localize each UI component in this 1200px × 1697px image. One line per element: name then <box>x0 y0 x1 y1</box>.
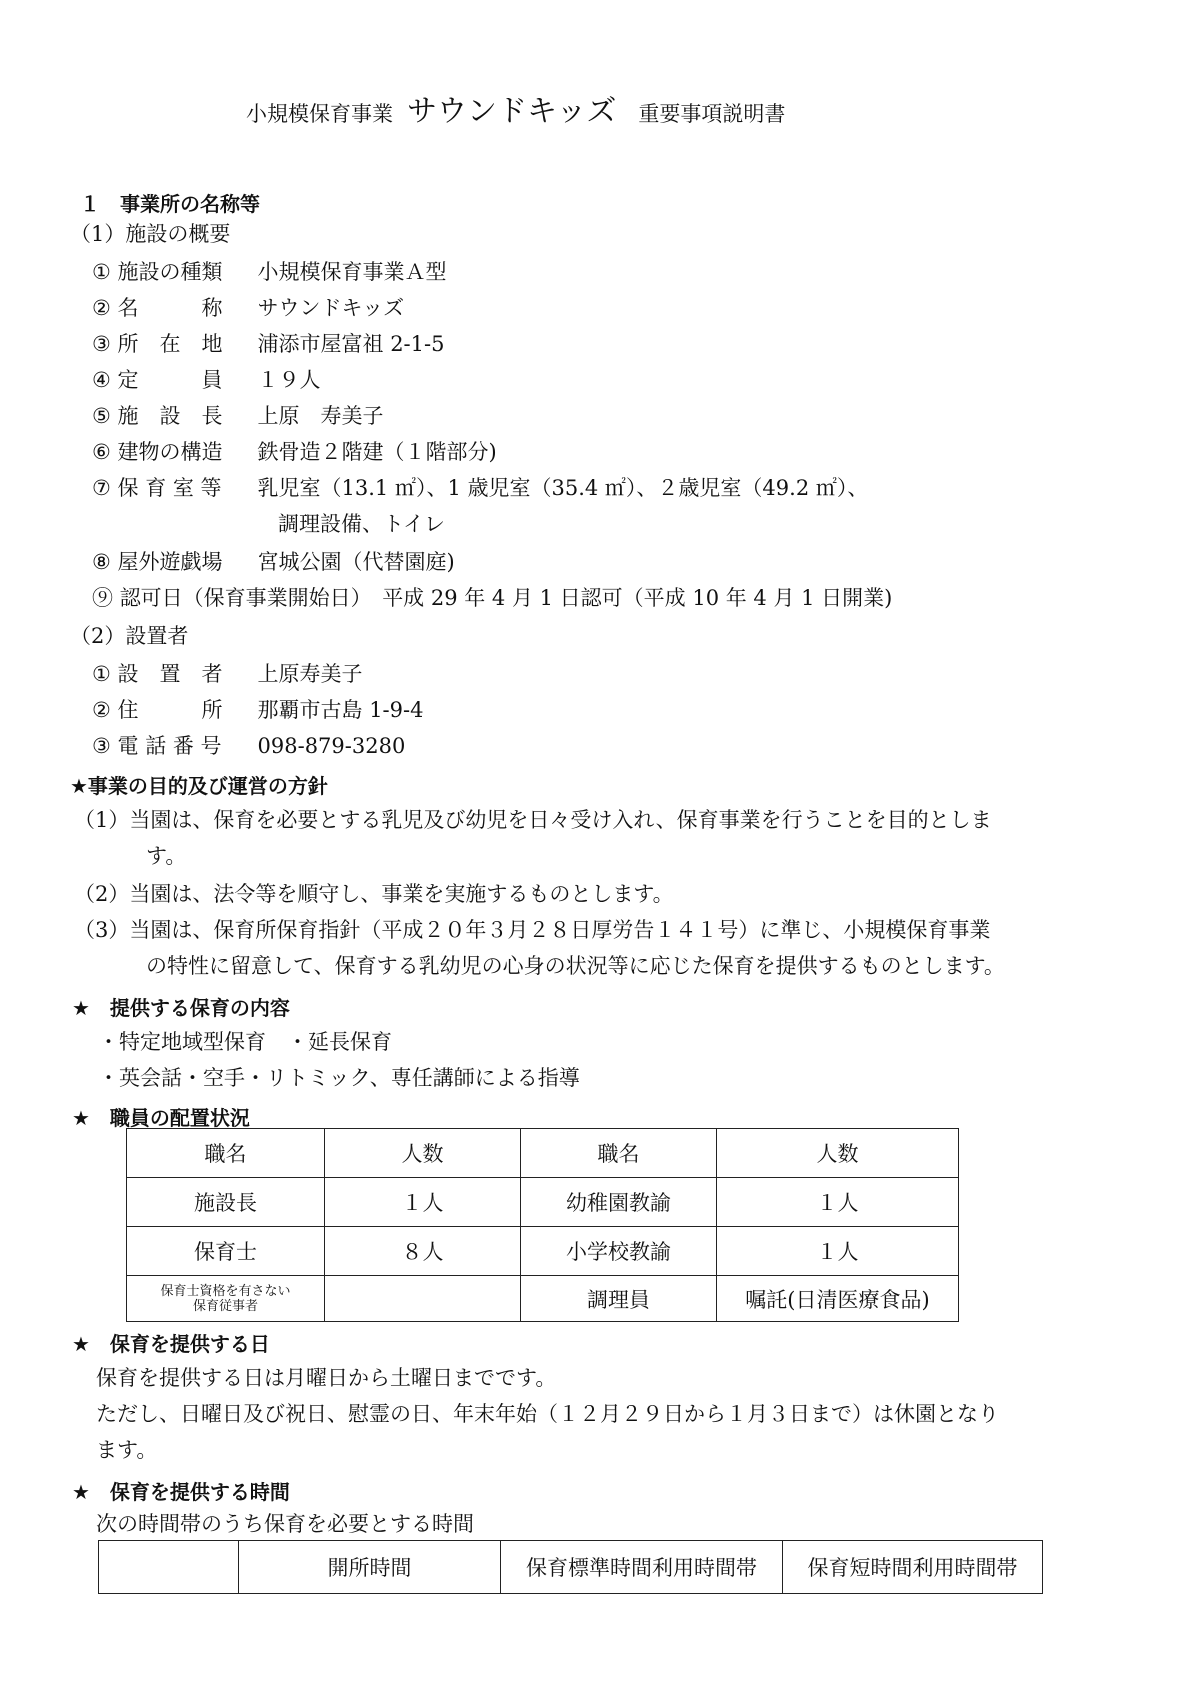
table-cell <box>325 1276 521 1322</box>
purpose-p1-cont: す。 <box>146 844 187 868</box>
facility-item: ③ 所 在 地 浦添市屋富祖 2-1-5 <box>92 332 445 356</box>
content-line: ・英会話・空手・リトミック、専任講師による指導 <box>98 1066 580 1090</box>
tiny-label: 保育従事者 <box>192 1298 258 1314</box>
table-cell: 調理員 <box>521 1276 717 1322</box>
table-header-cell <box>99 1541 239 1594</box>
facility-item: ④ 定 員 １９人 <box>92 368 321 392</box>
days-heading: ★ 保育を提供する日 <box>72 1332 270 1356</box>
table-header-cell: 保育標準時間利用時間帯 <box>501 1541 783 1594</box>
title-suffix: 重要事項説明書 <box>638 102 786 126</box>
founder-item: ③ 電 話 番 号 098-879-3280 <box>92 734 406 758</box>
facility-item: ⑧ 屋外遊戯場 宮城公園（代替園庭) <box>92 550 455 574</box>
page-title <box>246 86 785 130</box>
table-cell <box>127 1276 325 1322</box>
hours-intro: 次の時間帯のうち保育を必要とする時間 <box>96 1512 474 1536</box>
purpose-p2: （2）当園は、法令等を順守し、事業を実施するものとします。 <box>74 882 674 906</box>
facility-item: ⑨ 認可日（保育事業開始日） 平成 29 年 4 月 1 日認可（平成 10 年 4 月 1 日開業) <box>92 586 893 610</box>
purpose-p3: （3）当園は、保育所保育指針（平成２０年３月２８日厚労告１４１号）に準じ、小規模保育事業 <box>74 918 991 942</box>
table-header-cell: 人数 <box>717 1129 959 1178</box>
table-row <box>127 1178 959 1227</box>
title-prefix: 小規模保育事業 <box>246 102 393 126</box>
content-heading: ★ 提供する保育の内容 <box>72 996 290 1020</box>
hours-heading: ★ 保育を提供する時間 <box>72 1480 290 1504</box>
table-row <box>127 1129 959 1178</box>
section1-heading: １ 事業所の名称等 <box>80 192 260 216</box>
purpose-heading: ★事業の目的及び運営の方針 <box>70 774 328 798</box>
days-line: ただし、日曜日及び祝日、慰霊の日、年末年始（１２月２９日から１月３日まで）は休園となり <box>96 1402 999 1426</box>
table-header-cell: 開所時間 <box>239 1541 501 1594</box>
days-line: ます。 <box>96 1438 158 1462</box>
facility-item: ① 施設の種類 小規模保育事業Ａ型 <box>92 260 447 284</box>
facility-item: ② 名 称 サウンドキッズ <box>92 296 405 320</box>
purpose-p3-cont: の特性に留意して、保育する乳幼児の心身の状況等に応じた保育を提供するものとします。 <box>146 954 1005 978</box>
founder-item: ① 設 置 者 上原寿美子 <box>92 662 363 686</box>
purpose-p1: （1）当園は、保育を必要とする乳児及び幼児を日々受け入れ、保育事業を行うことを目的としま <box>74 808 992 832</box>
table-header-cell: 職名 <box>521 1129 717 1178</box>
table-cell: ８人 <box>325 1227 521 1276</box>
days-line: 保育を提供する日は月曜日から土曜日までです。 <box>96 1366 557 1390</box>
table-cell: 保育士 <box>127 1227 325 1276</box>
staff-table <box>126 1128 959 1322</box>
section1-sub1: （1）施設の概要 <box>70 222 231 246</box>
facility-item-continued: 調理設備、トイレ <box>278 512 445 536</box>
table-row <box>99 1541 1043 1594</box>
content-line: ・特定地域型保育 ・延長保育 <box>98 1030 392 1054</box>
staff-heading: ★ 職員の配置状況 <box>72 1106 250 1130</box>
table-header-cell: 保育短時間利用時間帯 <box>783 1541 1043 1594</box>
table-cell: １人 <box>325 1178 521 1227</box>
title-facility-name: サウンドキッズ <box>407 94 617 129</box>
facility-item: ⑦ 保 育 室 等 乳児室（13.1 ㎡）、1 歳児室（35.4 ㎡）、２歳児室（49.2 ㎡）、 <box>92 476 869 500</box>
table-cell: 幼稚園教諭 <box>521 1178 717 1227</box>
table-header-cell: 職名 <box>127 1129 325 1178</box>
table-header-cell: 人数 <box>325 1129 521 1178</box>
table-row <box>127 1227 959 1276</box>
facility-item: ⑤ 施 設 長 上原 寿美子 <box>92 404 384 428</box>
tiny-label: 保育士資格を有さない <box>160 1283 291 1299</box>
founder-item: ② 住 所 那覇市古島 1-9-4 <box>92 698 424 722</box>
facility-item: ⑥ 建物の構造 鉄骨造２階建（１階部分) <box>92 440 497 464</box>
table-cell: １人 <box>717 1227 959 1276</box>
table-cell: 小学校教諭 <box>521 1227 717 1276</box>
table-cell: １人 <box>717 1178 959 1227</box>
section1-sub2: （2）設置者 <box>70 624 189 648</box>
table-cell: 嘱託(日清医療食品) <box>717 1276 959 1322</box>
hours-table <box>98 1540 1043 1594</box>
table-row <box>127 1276 959 1322</box>
table-cell: 施設長 <box>127 1178 325 1227</box>
